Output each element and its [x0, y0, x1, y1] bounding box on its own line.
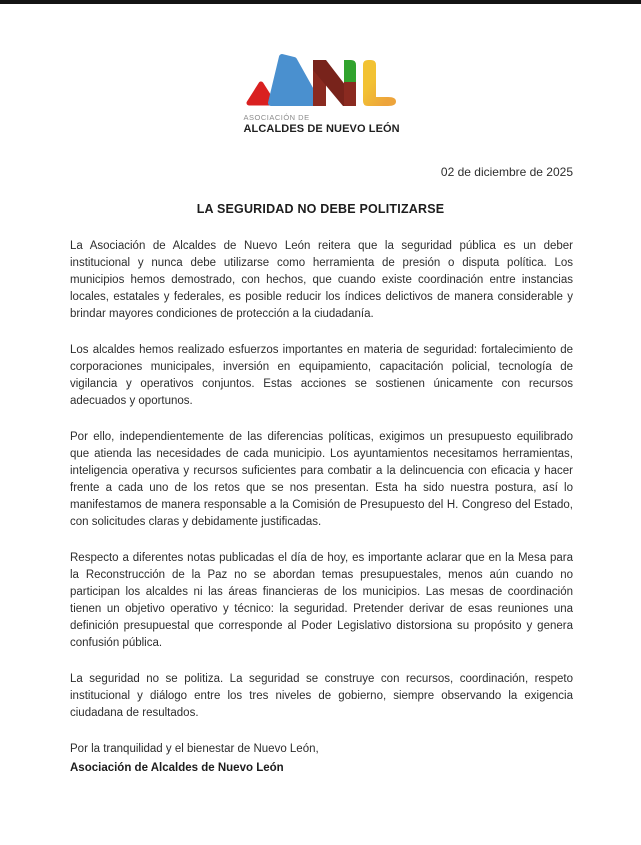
signature-block: [70, 741, 573, 777]
paragraph-5: La seguridad no se politiza. La seguridad se construye con recursos, coordinación, respeto institucional y diálogo entre los tres niveles de gobierno, siempre observando la exigencia ciudadana de resultados.: [70, 673, 573, 719]
logo-org-type: ASOCIACIÓN DE: [243, 113, 310, 122]
logo-n-green-icon: [344, 60, 356, 82]
top-border: [0, 0, 641, 4]
paragraph-2: Los alcaldes hemos realizado esfuerzos importantes en materia de seguridad: fortalecimiento de corporaciones municipales, inversión en equipamiento, capacitación policial, tecnología de vigilancia y operativos conjuntos. Estas acciones se sostienen únicamente con recursos adecuados y oportunos.: [70, 344, 573, 407]
anl-logo-icon: [241, 48, 401, 110]
anl-logo: [241, 48, 401, 135]
logo-a-blue-stroke-icon: [271, 57, 318, 103]
logo-n-right-icon: [344, 78, 356, 106]
paragraph-1: La Asociación de Alcaldes de Nuevo León reitera que la seguridad pública es un deber institucional y nunca debe utilizarse como herramienta de presión o disputa política. Los municipios hemos demostrado, con hechos, que cuando existe coordinación entre instancias locales, estatales y federales, es posible reducir los índices delictivos de manera considerable y brindar mayores condiciones de protección a la ciudadanía.: [70, 240, 573, 320]
document-date: 02 de diciembre de 2025: [440, 165, 573, 179]
paragraph-3: Por ello, independientemente de las diferencias políticas, exigimos un presupuesto equilibrado que atienda las necesidades de cada municipio. Los ayuntamientos necesitamos herramientas, inteligencia operativa y recursos suficientes para combatir a la delincuencia con eficacia y hacer frente a cada uno de los retos que se nos presentan. Esta ha sido nuestra postura, así lo manifestamos de manera responsable a la Comisión de Presupuesto del H. Congreso del Estado, con solicitudes claras y debidamente justificadas.: [70, 431, 573, 528]
logo-org-name: ALCALDES DE NUEVO LEÓN: [243, 123, 400, 135]
signature-org: Asociación de Alcaldes de Nuevo León: [70, 762, 284, 774]
document-body: [70, 238, 573, 777]
closing-line: Por la tranquilidad y el bienestar de Nuevo León,: [70, 743, 319, 755]
paragraph-4: Respecto a diferentes notas publicadas el día de hoy, es importante aclarar que en la Mesa para la Reconstrucción de la Paz no se abordan temas presupuestales, menos aún cuando no participan los alcaldes ni las áreas financieras de los municipios. Las mesas de coordinación tienen un objetivo operativo y técnico: la seguridad. Pretender derivar de esas reuniones una definición presupuestal que corresponde al Poder Legislativo distorsiona su propósito y genera confusión pública.: [70, 552, 573, 649]
document-title: LA SEGURIDAD NO DEBE POLITIZARSE: [196, 202, 445, 216]
logo-l-icon: [363, 60, 396, 106]
